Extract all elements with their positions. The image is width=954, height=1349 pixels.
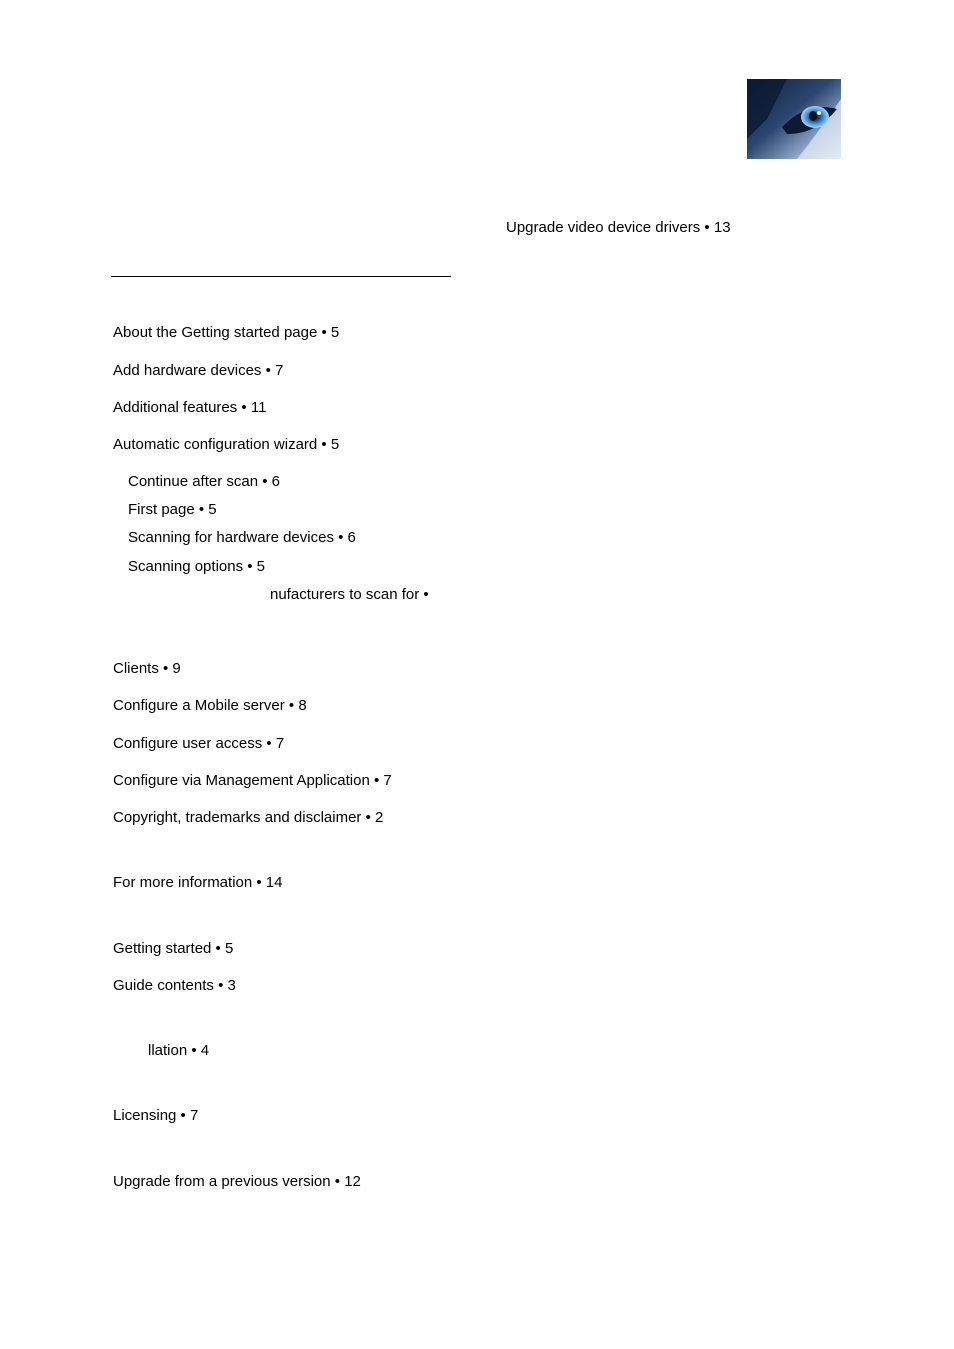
index-entry: Add hardware devices • 7: [113, 362, 284, 379]
index-entry: Configure user access • 7: [113, 735, 285, 752]
index-entry: llation • 4: [148, 1042, 210, 1059]
index-divider: [111, 276, 451, 277]
index-subentry: Scanning for hardware devices • 6: [128, 529, 356, 546]
index-entry: Getting started • 5: [113, 940, 234, 957]
index-entry: Guide contents • 3: [113, 977, 236, 994]
index-entry: Upgrade video device drivers • 13: [506, 219, 731, 236]
index-entry: Licensing • 7: [113, 1107, 199, 1124]
wolf-eye-icon: [747, 79, 841, 159]
index-entry: For more information • 14: [113, 874, 283, 891]
index-entry: Additional features • 11: [113, 399, 267, 416]
index-entry: Automatic configuration wizard • 5: [113, 436, 340, 453]
index-subentry: First page • 5: [128, 501, 217, 518]
index-subentry: nufacturers to scan for •: [270, 586, 429, 603]
index-entry: About the Getting started page • 5: [113, 324, 340, 341]
index-entry: Copyright, trademarks and disclaimer • 2: [113, 809, 384, 826]
index-entry: Configure a Mobile server • 8: [113, 697, 307, 714]
index-entry: Upgrade from a previous version • 12: [113, 1173, 361, 1190]
index-subentry: Continue after scan • 6: [128, 473, 281, 490]
index-entry: Configure via Management Application • 7: [113, 772, 392, 789]
wolf-eye-logo: [747, 79, 841, 159]
index-subentry: Scanning options • 5: [128, 558, 266, 575]
index-entry: Clients • 9: [113, 660, 181, 677]
